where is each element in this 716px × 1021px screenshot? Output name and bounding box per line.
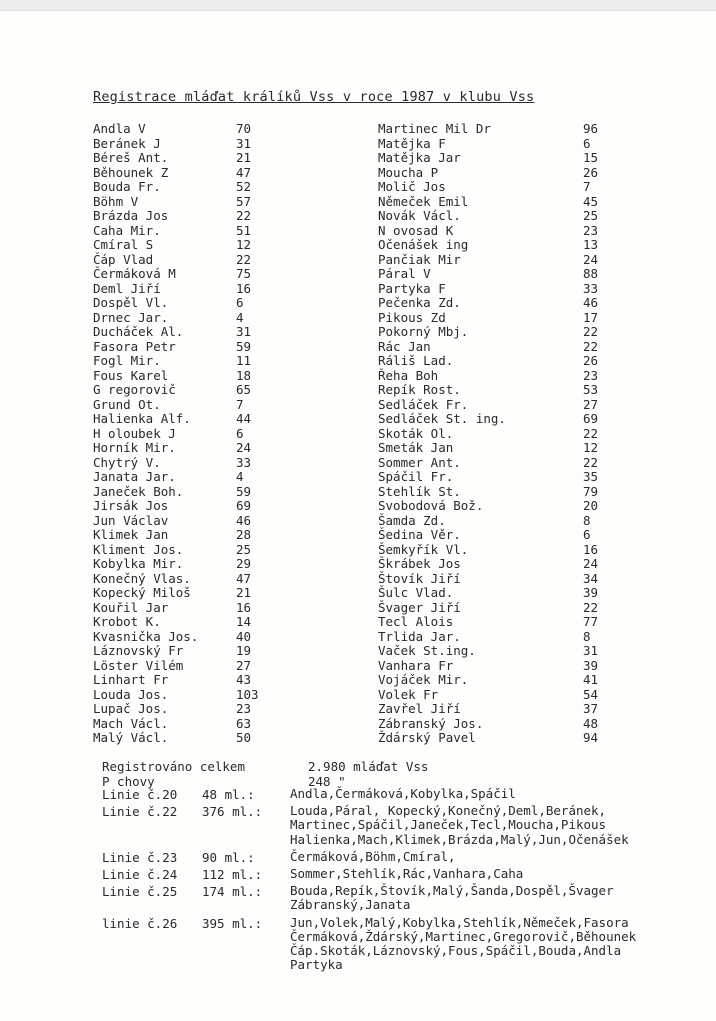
young-count: 51 bbox=[236, 222, 252, 238]
breeder-name: Volek Fr bbox=[378, 686, 439, 702]
line-members-text: Louda,Páral, Kopecký,Konečný,Deml,Beránek, bbox=[290, 803, 607, 819]
young-count: 6 bbox=[236, 295, 244, 310]
line-label: Linie č.23 bbox=[102, 849, 178, 865]
line-members-text: Jun,Volek,Malý,Kobylka,Stehlík,Němeček,Fasora bbox=[290, 914, 629, 930]
young-count: 33 bbox=[236, 454, 252, 470]
breeder-name: Moucha P bbox=[378, 164, 439, 180]
breeder-name: N ovosad K bbox=[378, 222, 454, 238]
breeder-name: Trlida Jar. bbox=[378, 628, 461, 644]
breeder-name: Kopecký Miloš bbox=[93, 585, 191, 600]
young-count: 43 bbox=[236, 672, 252, 687]
young-count: 16 bbox=[236, 280, 252, 296]
young-count: 19 bbox=[236, 643, 252, 658]
young-count: 28 bbox=[236, 527, 252, 542]
young-count: 39 bbox=[583, 585, 599, 600]
breeders-value: 248 " bbox=[308, 773, 346, 789]
breeder-name: H oloubek J bbox=[93, 425, 176, 441]
young-count: 54 bbox=[583, 686, 599, 702]
breeder-name: Stehlík St. bbox=[378, 483, 461, 499]
young-count: 12 bbox=[583, 440, 599, 455]
young-count: 103 bbox=[236, 686, 259, 702]
breeder-name: Očenášek ing bbox=[378, 237, 469, 252]
breeder-name: Smeták Jan bbox=[378, 440, 454, 455]
breeder-name: Vaček St.ing. bbox=[378, 643, 476, 658]
young-count: 59 bbox=[236, 338, 252, 354]
young-count: 37 bbox=[583, 701, 599, 716]
young-count: 22 bbox=[583, 338, 599, 354]
line-members-text: Halienka,Mach,Klimek,Brázda,Malý,Jun,Očenášek bbox=[290, 831, 629, 847]
young-count: 69 bbox=[583, 411, 599, 426]
breeder-name: Sommer Ant. bbox=[378, 454, 461, 470]
young-count: 59 bbox=[236, 483, 252, 499]
line-members bbox=[290, 867, 710, 881]
breeder-name: Matějka Jar bbox=[378, 150, 461, 165]
breeder-name: Zavřel Jiří bbox=[378, 701, 461, 716]
breeder-name: Kouřil Jar bbox=[93, 599, 169, 615]
breeder-name: Svobodová Bož. bbox=[378, 498, 484, 513]
young-count: 77 bbox=[583, 614, 599, 629]
young-count: 79 bbox=[583, 483, 599, 499]
line-label: Linie č.25 bbox=[102, 884, 178, 900]
breeder-name: Mach Václ. bbox=[93, 715, 169, 731]
young-count: 50 bbox=[236, 730, 252, 745]
breeder-name: Lupač Jos. bbox=[93, 701, 169, 716]
breeder-name: Němeček Emil bbox=[378, 193, 469, 209]
young-count: 47 bbox=[236, 570, 252, 586]
young-count: 16 bbox=[236, 599, 252, 615]
line-count: 174 ml.: bbox=[202, 884, 263, 900]
line-count: 48 ml.: bbox=[202, 787, 255, 802]
breeder-name: Sedláček St. ing. bbox=[378, 411, 506, 426]
line-members-text: Partyka bbox=[290, 957, 343, 973]
line-members-text: Čermáková,Böhm,Cmíral, bbox=[290, 848, 456, 864]
young-count: 21 bbox=[236, 585, 252, 600]
breeder-name: Martinec Mil Dr bbox=[378, 121, 491, 136]
breeder-name: Ždárský Pavel bbox=[378, 730, 476, 745]
breeding-line bbox=[102, 916, 710, 973]
young-count: 15 bbox=[583, 150, 599, 165]
breeder-name: Chytrý V. bbox=[93, 454, 161, 470]
breeder-name: Novák Václ. bbox=[378, 208, 461, 223]
breeder-name: Šulc Vlad. bbox=[378, 585, 454, 600]
breeder-name: Konečný Vlas. bbox=[93, 570, 191, 586]
breeder-name: Drnec Jar. bbox=[93, 309, 169, 325]
line-members-text: Andla,Čermáková,Kobylka,Spáčil bbox=[290, 786, 516, 801]
young-count: 44 bbox=[236, 411, 252, 426]
young-count: 16 bbox=[583, 541, 599, 557]
line-members-text: Čáp.Skoták,Láznovský,Fous,Spáčil,Bouda,Andla bbox=[290, 943, 622, 959]
young-count: 40 bbox=[236, 628, 252, 644]
line-members bbox=[290, 787, 710, 801]
young-count: 8 bbox=[583, 628, 591, 644]
young-count: 31 bbox=[583, 643, 599, 658]
young-count: 22 bbox=[583, 454, 599, 470]
document-title: Registrace mláďat králíků Vss v roce 1987 v klubu Vss bbox=[93, 89, 535, 105]
young-count: 27 bbox=[583, 396, 599, 412]
young-count: 39 bbox=[583, 657, 599, 673]
breeder-name: Kvasnička Jos. bbox=[93, 628, 199, 644]
line-count: 376 ml.: bbox=[202, 804, 263, 820]
young-count: 29 bbox=[236, 556, 252, 571]
breeder-name: Čermáková M bbox=[93, 266, 176, 281]
breeder-name: Partyka F bbox=[378, 280, 446, 296]
breeder-name: Fous Karel bbox=[93, 367, 169, 383]
breeder-name: Sedláček Fr. bbox=[378, 396, 469, 412]
young-count: 46 bbox=[583, 295, 599, 310]
breeding-line bbox=[102, 867, 710, 881]
breeder-name: Páral V bbox=[378, 266, 431, 281]
breeder-name: Čáp Vlad bbox=[93, 251, 154, 267]
young-count: 46 bbox=[236, 512, 252, 528]
breeder-name: Štovík Jiří bbox=[378, 570, 461, 586]
breeder-name: Louda Jos. bbox=[93, 686, 169, 702]
young-count: 88 bbox=[583, 266, 599, 281]
breeder-name: Ráliš Lad. bbox=[378, 353, 454, 368]
line-members bbox=[290, 804, 710, 847]
young-count: 8 bbox=[583, 512, 591, 528]
young-count: 7 bbox=[236, 396, 244, 412]
young-count: 35 bbox=[583, 469, 599, 484]
breeder-name: Klimek Jan bbox=[93, 527, 169, 542]
breeder-name: Pečenka Zd. bbox=[378, 295, 461, 310]
line-members-text: Čermáková,Ždárský,Martinec,Gregorovič,Běhounek bbox=[290, 928, 637, 944]
breeder-name: Švager Jiří bbox=[378, 599, 461, 615]
young-count: 94 bbox=[583, 730, 599, 745]
young-count: 47 bbox=[236, 164, 252, 180]
young-count: 21 bbox=[236, 150, 252, 165]
young-count: 26 bbox=[583, 164, 599, 180]
young-count: 65 bbox=[236, 382, 252, 397]
young-count: 25 bbox=[583, 208, 599, 223]
young-count: 23 bbox=[236, 701, 252, 716]
breeder-name: Spáčil Fr. bbox=[378, 469, 454, 484]
viewer-top-band bbox=[0, 0, 716, 11]
young-count: 22 bbox=[236, 251, 252, 267]
breeder-name: Ducháček Al. bbox=[93, 324, 184, 339]
young-count: 20 bbox=[583, 498, 599, 513]
breeder-name: Pikous Zd bbox=[378, 309, 446, 325]
line-members-text: Bouda,Repík,Štovík,Malý,Šanda,Dospěl,Švager bbox=[290, 883, 614, 899]
breeder-name: Pokorný Mbj. bbox=[378, 324, 469, 339]
young-count: 6 bbox=[583, 135, 591, 151]
breeder-name: Běhounek Z bbox=[93, 164, 169, 180]
breeder-name: Löster Vilém bbox=[93, 657, 184, 673]
breeder-name: Horník Mir. bbox=[93, 440, 176, 455]
breeder-name: Fasora Petr bbox=[93, 338, 176, 354]
young-count: 4 bbox=[236, 309, 244, 325]
line-members-text: Zábranský,Janata bbox=[290, 897, 411, 913]
breeder-name: Molič Jos bbox=[378, 179, 446, 194]
line-count: 90 ml.: bbox=[202, 849, 255, 865]
young-count: 18 bbox=[236, 367, 252, 383]
breeding-line bbox=[102, 804, 710, 847]
line-label: Linie č.20 bbox=[102, 787, 178, 802]
young-count: 45 bbox=[583, 193, 599, 209]
line-label: linie č.26 bbox=[102, 915, 178, 931]
breeding-lines-block bbox=[102, 787, 710, 975]
breeder-name: Beránek J bbox=[93, 135, 161, 151]
breeder-name: Dospěl Vl. bbox=[93, 295, 169, 310]
breeder-name: Brázda Jos bbox=[93, 208, 169, 223]
breeder-name: Deml Jiří bbox=[93, 280, 161, 296]
young-count: 13 bbox=[583, 237, 599, 252]
breeder-name: Jun Václav bbox=[93, 512, 169, 528]
breeder-name: Linhart Fr bbox=[93, 672, 169, 687]
young-count: 31 bbox=[236, 135, 252, 151]
young-count: 14 bbox=[236, 614, 252, 629]
young-count: 22 bbox=[583, 425, 599, 441]
young-count: 75 bbox=[236, 266, 252, 281]
breeder-name: Vojáček Mir. bbox=[378, 672, 469, 687]
young-count: 63 bbox=[236, 715, 252, 731]
breeder-name: Caha Mir. bbox=[93, 222, 161, 238]
breeder-name: Šedina Věr. bbox=[378, 527, 461, 542]
line-members-text: Sommer,Stehlík,Rác,Vanhara,Caha bbox=[290, 866, 524, 882]
young-count: 7 bbox=[583, 179, 591, 194]
young-count: 24 bbox=[583, 556, 599, 571]
young-count: 22 bbox=[583, 324, 599, 339]
breeder-name: Janata Jar. bbox=[93, 469, 176, 484]
young-count: 70 bbox=[236, 121, 252, 136]
young-count: 48 bbox=[583, 715, 599, 731]
young-count: 22 bbox=[583, 599, 599, 615]
line-members bbox=[290, 916, 710, 973]
breeder-name: Zábranský Jos. bbox=[378, 715, 484, 731]
breeder-name: Fogl Mir. bbox=[93, 353, 161, 368]
young-count: 34 bbox=[583, 570, 599, 586]
breeder-name: Řeha Boh bbox=[378, 367, 439, 383]
young-count: 23 bbox=[583, 222, 599, 238]
line-label: Linie č.22 bbox=[102, 804, 178, 820]
breeder-name: Matějka F bbox=[378, 135, 446, 151]
registered-total-label: Registrováno celkem bbox=[102, 759, 245, 774]
breeder-name: Pančiak Mir bbox=[378, 251, 461, 267]
breeder-name: Cmíral S bbox=[93, 237, 154, 252]
young-count: 57 bbox=[236, 193, 252, 209]
line-members bbox=[290, 884, 710, 912]
line-members-text: Martinec,Spáčil,Janeček,Tecl,Moucha,Pikous bbox=[290, 817, 607, 833]
breeder-name: Šemkyřík Vl. bbox=[378, 541, 469, 557]
breeding-line bbox=[102, 884, 710, 912]
breeder-name: Kobylka Mir. bbox=[93, 556, 184, 571]
breeder-name: Škrábek Jos bbox=[378, 556, 461, 571]
breeder-name: Béreš Ant. bbox=[93, 150, 169, 165]
breeder-name: Krobot K. bbox=[93, 614, 161, 629]
breeder-name: Vanhara Fr bbox=[378, 657, 454, 673]
young-count: 41 bbox=[583, 672, 599, 687]
young-count: 53 bbox=[583, 382, 599, 397]
breeder-name: Repík Rost. bbox=[378, 382, 461, 397]
young-count: 6 bbox=[236, 425, 244, 441]
line-count: 395 ml.: bbox=[202, 915, 263, 931]
young-count: 17 bbox=[583, 309, 599, 325]
young-count: 24 bbox=[583, 251, 599, 267]
young-count: 4 bbox=[236, 469, 244, 484]
breeding-line bbox=[102, 787, 710, 801]
line-label: Linie č.24 bbox=[102, 867, 178, 883]
breeder-name: Kliment Jos. bbox=[93, 541, 184, 557]
breeder-name: Skoták Ol. bbox=[378, 425, 454, 441]
young-count: 22 bbox=[236, 208, 252, 223]
breeder-name: Grund Ot. bbox=[93, 396, 161, 412]
breeder-name: Halienka Alf. bbox=[93, 411, 191, 426]
breeder-name: G regorovič bbox=[93, 382, 176, 397]
breeder-name: Malý Václ. bbox=[93, 730, 169, 745]
breeder-name: Böhm V bbox=[93, 193, 139, 209]
breeder-name: Tecl Alois bbox=[378, 614, 454, 629]
young-count: 69 bbox=[236, 498, 252, 513]
young-count: 26 bbox=[583, 353, 599, 368]
young-count: 11 bbox=[236, 353, 252, 368]
line-count: 112 ml.: bbox=[202, 867, 263, 883]
breeder-name: Jirsák Jos bbox=[93, 498, 169, 513]
breeder-name: Rác Jan bbox=[378, 338, 431, 354]
breeder-name: Šamda Zd. bbox=[378, 512, 446, 528]
young-count: 24 bbox=[236, 440, 252, 455]
young-count: 23 bbox=[583, 367, 599, 383]
young-count: 27 bbox=[236, 657, 252, 673]
registered-total-value: 2.980 mláďat Vss bbox=[308, 759, 429, 774]
breeder-name: Andla V bbox=[93, 121, 146, 136]
young-count: 33 bbox=[583, 280, 599, 296]
breeders-label: P chovy bbox=[102, 773, 155, 789]
breeder-name: Bouda Fr. bbox=[93, 179, 161, 194]
breeder-name: Láznovský Fr bbox=[93, 643, 184, 658]
breeding-line bbox=[102, 850, 710, 864]
young-count: 25 bbox=[236, 541, 252, 557]
breeder-name: Janeček Boh. bbox=[93, 483, 184, 499]
line-members bbox=[290, 850, 710, 864]
young-count: 6 bbox=[583, 527, 591, 542]
young-count: 12 bbox=[236, 237, 252, 252]
young-count: 96 bbox=[583, 121, 599, 136]
young-count: 52 bbox=[236, 179, 252, 194]
young-count: 31 bbox=[236, 324, 252, 339]
